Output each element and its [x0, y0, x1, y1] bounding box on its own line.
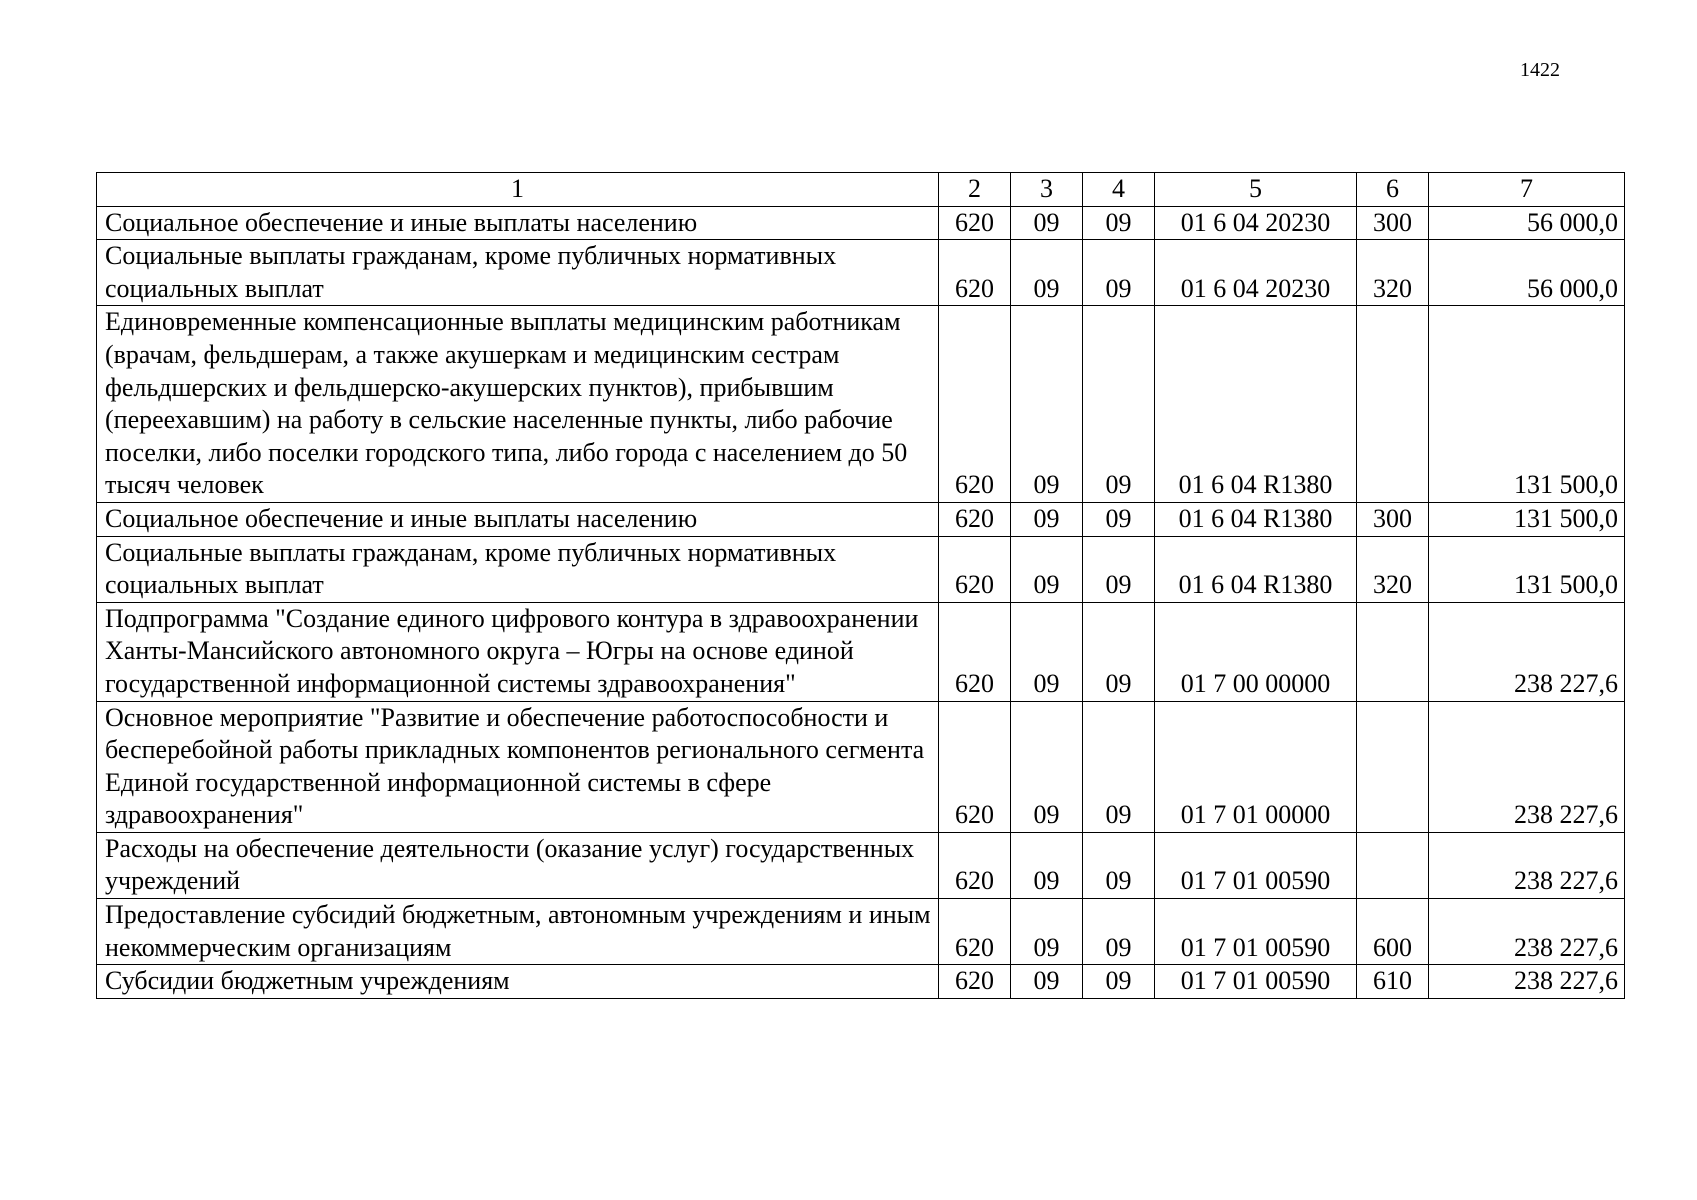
header-cell: 7 — [1429, 173, 1625, 207]
code-cell-2: 620 — [939, 701, 1011, 832]
code-cell-3: 09 — [1011, 306, 1083, 503]
code-cell-2: 620 — [939, 536, 1011, 602]
code-cell-5: 01 7 01 00590 — [1155, 965, 1357, 999]
row-name-cell: Основное мероприятие "Развитие и обеспечение работоспособности и бесперебойной работы прикладных компонентов регионального сегмента Единой государственной информационной системы в сфере здравоохранения" — [97, 701, 939, 832]
code-cell-5: 01 7 00 00000 — [1155, 602, 1357, 701]
code-cell-2: 620 — [939, 306, 1011, 503]
header-cell: 4 — [1083, 173, 1155, 207]
amount-cell: 56 000,0 — [1429, 240, 1625, 306]
amount-cell: 238 227,6 — [1429, 965, 1625, 999]
code-cell-4: 09 — [1083, 206, 1155, 240]
row-name-cell: Субсидии бюджетным учреждениям — [97, 965, 939, 999]
code-cell-2: 620 — [939, 206, 1011, 240]
code-cell-2: 620 — [939, 602, 1011, 701]
row-name-cell: Расходы на обеспечение деятельности (оказание услуг) государственных учреждений — [97, 832, 939, 898]
amount-cell: 131 500,0 — [1429, 536, 1625, 602]
code-cell-6: 300 — [1357, 502, 1429, 536]
code-cell-6: 320 — [1357, 240, 1429, 306]
code-cell-5: 01 6 04 R1380 — [1155, 536, 1357, 602]
code-cell-4: 09 — [1083, 965, 1155, 999]
row-name-cell: Социальные выплаты гражданам, кроме публичных нормативных социальных выплат — [97, 536, 939, 602]
code-cell-6 — [1357, 602, 1429, 701]
table-row — [97, 306, 1625, 503]
code-cell-2: 620 — [939, 965, 1011, 999]
code-cell-5: 01 7 01 00590 — [1155, 899, 1357, 965]
page-number: 1422 — [1520, 59, 1560, 81]
code-cell-6 — [1357, 306, 1429, 503]
amount-cell: 56 000,0 — [1429, 206, 1625, 240]
header-cell: 2 — [939, 173, 1011, 207]
code-cell-5: 01 6 04 R1380 — [1155, 502, 1357, 536]
code-cell-2: 620 — [939, 899, 1011, 965]
code-cell-3: 09 — [1011, 206, 1083, 240]
table-row — [97, 240, 1625, 306]
code-cell-6 — [1357, 701, 1429, 832]
code-cell-5: 01 7 01 00590 — [1155, 832, 1357, 898]
table-row — [97, 602, 1625, 701]
code-cell-4: 09 — [1083, 602, 1155, 701]
code-cell-5: 01 6 04 R1380 — [1155, 306, 1357, 503]
row-name-cell: Предоставление субсидий бюджетным, автономным учреждениям и иным некоммерческим организациям — [97, 899, 939, 965]
table-header-row — [97, 173, 1625, 207]
code-cell-3: 09 — [1011, 602, 1083, 701]
amount-cell: 238 227,6 — [1429, 899, 1625, 965]
row-name-cell: Социальное обеспечение и иные выплаты населению — [97, 206, 939, 240]
table-row — [97, 206, 1625, 240]
amount-cell: 238 227,6 — [1429, 701, 1625, 832]
code-cell-5: 01 6 04 20230 — [1155, 206, 1357, 240]
amount-cell: 131 500,0 — [1429, 502, 1625, 536]
code-cell-4: 09 — [1083, 502, 1155, 536]
code-cell-3: 09 — [1011, 536, 1083, 602]
table-row — [97, 899, 1625, 965]
amount-cell: 131 500,0 — [1429, 306, 1625, 503]
code-cell-2: 620 — [939, 832, 1011, 898]
table-row — [97, 832, 1625, 898]
header-cell: 5 — [1155, 173, 1357, 207]
header-cell: 1 — [97, 173, 939, 207]
code-cell-5: 01 6 04 20230 — [1155, 240, 1357, 306]
code-cell-5: 01 7 01 00000 — [1155, 701, 1357, 832]
code-cell-6: 300 — [1357, 206, 1429, 240]
table-row — [97, 502, 1625, 536]
code-cell-4: 09 — [1083, 701, 1155, 832]
amount-cell: 238 227,6 — [1429, 602, 1625, 701]
code-cell-3: 09 — [1011, 832, 1083, 898]
table-row — [97, 965, 1625, 999]
code-cell-6: 320 — [1357, 536, 1429, 602]
header-cell: 3 — [1011, 173, 1083, 207]
amount-cell: 238 227,6 — [1429, 832, 1625, 898]
code-cell-4: 09 — [1083, 832, 1155, 898]
code-cell-3: 09 — [1011, 965, 1083, 999]
code-cell-6: 610 — [1357, 965, 1429, 999]
table-row — [97, 536, 1625, 602]
row-name-cell: Социальные выплаты гражданам, кроме публичных нормативных социальных выплат — [97, 240, 939, 306]
code-cell-4: 09 — [1083, 536, 1155, 602]
header-cell: 6 — [1357, 173, 1429, 207]
row-name-cell: Подпрограмма "Создание единого цифрового контура в здравоохранении Ханты-Мансийского автономного округа – Югры на основе единой государственной информационной системы здравоохранения" — [97, 602, 939, 701]
table-row — [97, 701, 1625, 832]
code-cell-4: 09 — [1083, 306, 1155, 503]
code-cell-3: 09 — [1011, 502, 1083, 536]
code-cell-3: 09 — [1011, 899, 1083, 965]
code-cell-3: 09 — [1011, 701, 1083, 832]
code-cell-4: 09 — [1083, 240, 1155, 306]
code-cell-6: 600 — [1357, 899, 1429, 965]
code-cell-2: 620 — [939, 502, 1011, 536]
code-cell-2: 620 — [939, 240, 1011, 306]
budget-table — [96, 172, 1625, 999]
code-cell-6 — [1357, 832, 1429, 898]
code-cell-3: 09 — [1011, 240, 1083, 306]
code-cell-4: 09 — [1083, 899, 1155, 965]
row-name-cell: Социальное обеспечение и иные выплаты населению — [97, 502, 939, 536]
row-name-cell: Единовременные компенсационные выплаты медицинским работникам (врачам, фельдшерам, а также акушеркам и медицинским сестрам фельдшерских и фельдшерско-акушерских пунктов), прибывшим (переехавшим) на работу в сельские населенные пункты, либо рабочие поселки, либо поселки городского типа, либо города с населением до 50 тысяч человек — [97, 306, 939, 503]
